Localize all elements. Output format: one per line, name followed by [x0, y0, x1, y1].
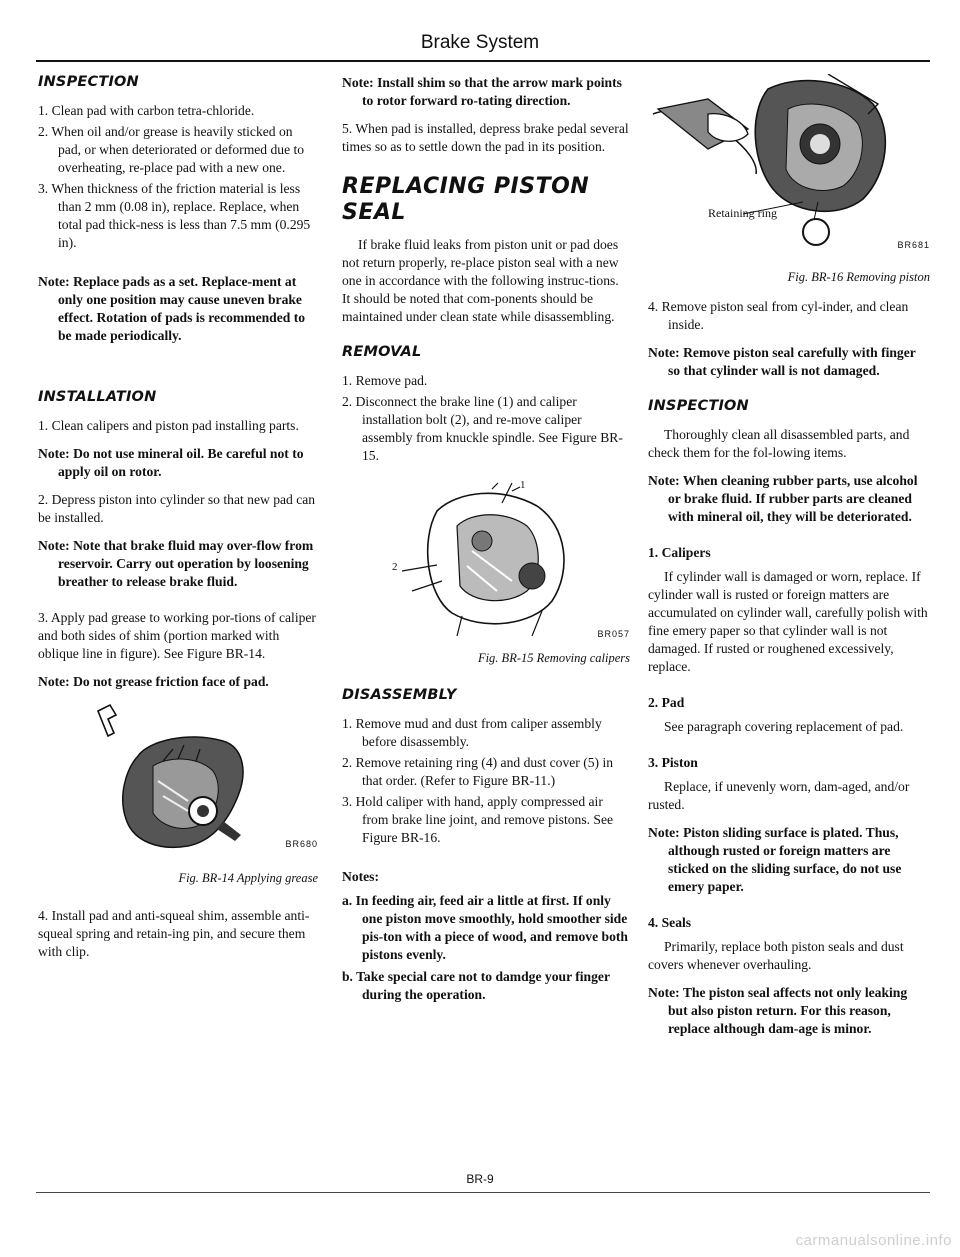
- replacing-piston-seal-heading: REPLACING PISTON SEAL: [342, 174, 590, 225]
- seals-note: Note: The piston seal affects not only leaking but also piston return. For this reason, replace although dam-age is minor.: [648, 985, 908, 1036]
- inspection-step-1: 1. Clean pad with carbon tetra-chloride.: [38, 103, 255, 118]
- fig16-code: BR681: [897, 240, 930, 250]
- note-a: a. In feeding air, feed air a little at first. If only one piston move smoothly, hold smoother side pis-ton with a piece of wood, and remove both pistons evenly.: [342, 893, 628, 962]
- inspection-heading: INSPECTION: [38, 74, 139, 90]
- piston-removal-illustration: [648, 74, 930, 274]
- column-1: [38, 74, 318, 971]
- fig14-caption: Fig. BR-14 Applying grease: [178, 871, 318, 885]
- fig15-caption: Fig. BR-15 Removing calipers: [477, 651, 630, 665]
- step-5: 5. When pad is installed, depress brake pedal several times so as to settle down the pad in its position.: [342, 121, 629, 154]
- installation-step-3: 3. Apply pad grease to working por-tions of caliper and both sides of shim (portion marked with oblique line in figure). See Figure BR-14.: [38, 610, 316, 661]
- calipers-heading: 1. Calipers: [648, 545, 711, 560]
- page-header-title: Brake System: [420, 32, 540, 53]
- disassembly-step-3: 3. Hold caliper with hand, apply compressed air from brake line joint, and remove pistons. See Figure BR-16.: [342, 794, 614, 845]
- figure-br16: [648, 74, 930, 274]
- disassembly-step-1: 1. Remove mud and dust from caliper assembly before disassembly.: [342, 716, 602, 749]
- fig16-label-retaining-ring: Retaining ring: [708, 206, 777, 220]
- removal-step-2: 2. Disconnect the brake line (1) and caliper installation bolt (2), and re-move caliper assembly from knuckle spindle. See Figure BR-15.: [342, 394, 623, 463]
- seals-heading: 4. Seals: [648, 915, 692, 930]
- caliper-grease-illustration: [38, 701, 318, 861]
- cleaning-note: Note: When cleaning rubber parts, use alcohol or brake fluid. If rubber parts are cleaned with mineral oil, they will be deteriorated.: [648, 473, 918, 524]
- page-number: BR-9: [466, 1172, 494, 1186]
- seals-text: Primarily, replace both piston seals and dust covers whenever overhauling.: [648, 939, 904, 972]
- figure-br15: [342, 481, 630, 641]
- installation-step-2: 2. Depress piston into cylinder so that new pad can be installed.: [38, 492, 316, 525]
- fig15-label-1: 1: [520, 479, 526, 491]
- step-4-remove-seal: 4. Remove piston seal from cyl-inder, and clean inside.: [648, 299, 909, 332]
- pad-text: See paragraph covering replacement of pad.: [664, 719, 904, 734]
- inspection-note: Note: Replace pads as a set. Replace-ment at only one position may cause uneven brake effect. Rotation of pads is recommended to be made periodically.: [38, 274, 306, 343]
- figure-br14: [38, 701, 318, 861]
- installation-step-1: 1. Clean calipers and piston pad installing parts.: [38, 418, 299, 433]
- calipers-text: If cylinder wall is damaged or worn, replace. If cylinder wall is rusted or foreign matters are accumulated on cylinder wall, carefully polish with fine emery paper so that cylinder wall is not damaged. If rusted or roughened excessively, replace.: [648, 569, 928, 674]
- shim-note: Note: Install shim so that the arrow mark points to rotor forward ro-tating direction.: [342, 75, 622, 108]
- fig14-code: BR680: [285, 839, 318, 849]
- caliper-removal-illustration: [342, 481, 630, 641]
- removal-heading: REMOVAL: [342, 344, 422, 360]
- piston-heading: 3. Piston: [648, 755, 698, 770]
- disassembly-step-2: 2. Remove retaining ring (4) and dust cover (5) in that order. (Refer to Figure BR-11.): [342, 755, 614, 788]
- installation-note-3: Note: Do not grease friction face of pad.: [38, 674, 269, 689]
- piston-text: Replace, if unevenly worn, dam-aged, and/or rusted.: [648, 779, 910, 812]
- watermark: carmanualsonline.info: [795, 1232, 952, 1249]
- installation-step-4: 4. Install pad and anti-squeal shim, assemble anti-squeal spring and retain-ing pin, and secure them with clip.: [38, 908, 310, 959]
- notes-heading: Notes:: [342, 869, 379, 884]
- inspection-step-2: 2. When oil and/or grease is heavily sticked on pad, or when deteriorated or deformed due to overheating, re-place pad with a new one.: [38, 124, 305, 175]
- installation-heading: INSTALLATION: [38, 389, 157, 405]
- column-2: [342, 74, 630, 1014]
- fig16-caption: Fig. BR-16 Removing piston: [787, 270, 930, 284]
- note-b: b. Take special care not to damdge your finger during the operation.: [342, 969, 610, 1002]
- replacing-intro: If brake fluid leaks from piston unit or pad does not return properly, re-place piston seal with a new one in accordance with the following instruc-tions. It should be noted that com-ponents should be maintained under clean state while disassembling.: [342, 237, 619, 324]
- installation-note-2: Note: Note that brake fluid may over-flow from reservoir. Carry out operation by loosening breather to release brake fluid.: [38, 538, 314, 589]
- header-rule: [36, 60, 930, 62]
- inspection-step-3: 3. When thickness of the friction material is less than 2 mm (0.08 in), replace. Replace, when total pad thick-ness is less than 7.5 mm (0.295 in).: [38, 181, 311, 250]
- note-remove-seal: Note: Remove piston seal carefully with finger so that cylinder wall is not damaged.: [648, 345, 916, 378]
- piston-note: Note: Piston sliding surface is plated. Thus, although rusted or foreign matters are sticked on the sliding surface, do not use emery paper.: [648, 825, 902, 894]
- inspection-heading-2: INSPECTION: [648, 398, 749, 414]
- column-3: [648, 74, 930, 1048]
- fig15-label-2: 2: [392, 561, 398, 573]
- pad-heading: 2. Pad: [648, 695, 685, 710]
- disassembly-heading: DISASSEMBLY: [342, 687, 457, 703]
- removal-step-1: 1. Remove pad.: [342, 373, 428, 388]
- installation-note-1: Note: Do not use mineral oil. Be careful not to apply oil on rotor.: [38, 446, 304, 479]
- inspection-intro: Thoroughly clean all disassembled parts, and check them for the fol-lowing items.: [648, 427, 910, 460]
- footer-rule: [36, 1192, 930, 1193]
- fig15-code: BR057: [597, 629, 630, 639]
